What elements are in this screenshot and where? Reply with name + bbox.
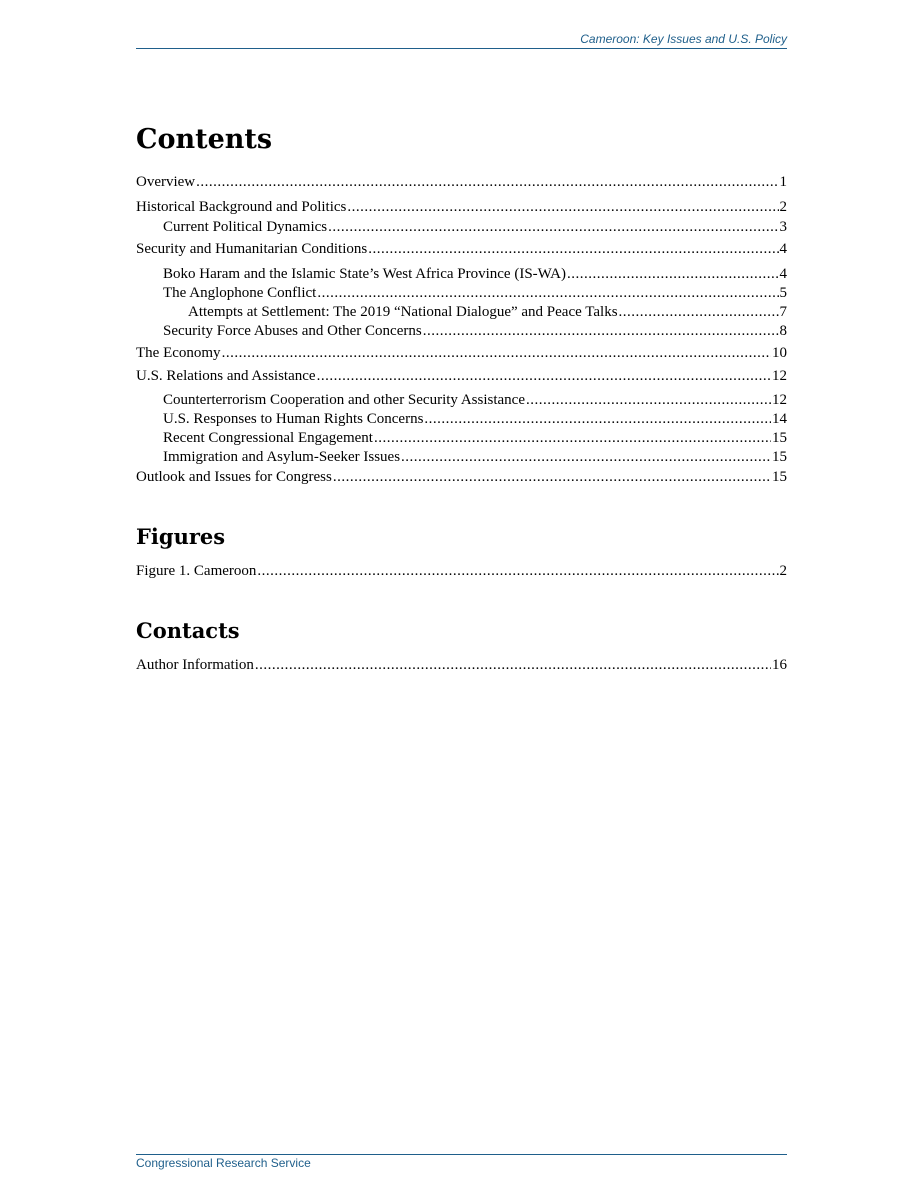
toc-entry-security-humanitarian[interactable] xyxy=(136,240,787,258)
toc-entry-page: 15 xyxy=(772,449,787,465)
toc-entry-page: 4 xyxy=(779,241,787,257)
toc-entry-text: U.S. Responses to Human Rights Concerns xyxy=(163,411,424,427)
toc-entry-the-economy[interactable] xyxy=(136,344,787,362)
toc-entry-page: 15 xyxy=(772,469,787,485)
toc-entry-text: The Anglophone Conflict xyxy=(163,285,317,301)
toc-entry-attempts-at-settlement[interactable] xyxy=(136,303,787,321)
toc-entry-overview[interactable] xyxy=(136,173,787,191)
dot-leader xyxy=(374,429,771,447)
toc-entry-page: 2 xyxy=(779,199,787,215)
toc-entry-text: U.S. Relations and Assistance xyxy=(136,368,316,384)
running-footer xyxy=(136,1154,787,1170)
toc-entry-text: Author Information xyxy=(136,657,254,673)
toc-entry-page: 12 xyxy=(772,368,787,384)
dot-leader xyxy=(255,656,771,674)
toc-entry-page: 4 xyxy=(779,266,787,282)
toc-entry-author-information[interactable] xyxy=(136,656,787,674)
dot-leader xyxy=(424,410,771,428)
toc-entry-boko-haram[interactable] xyxy=(136,265,787,283)
toc-entry-page: 12 xyxy=(772,392,787,408)
footer-text: Congressional Research Service xyxy=(136,1156,311,1170)
dot-leader xyxy=(328,218,778,236)
toc-entry-page: 1 xyxy=(779,174,787,190)
contacts-heading: Contacts xyxy=(136,618,240,643)
contents-heading: Contents xyxy=(136,124,273,155)
dot-leader xyxy=(401,448,771,466)
toc-entry-text: Attempts at Settlement: The 2019 “National Dialogue” and Peace Talks xyxy=(188,304,618,320)
toc-entry-human-rights-responses[interactable] xyxy=(136,410,787,428)
dot-leader xyxy=(317,284,778,302)
running-header xyxy=(136,32,787,49)
dot-leader xyxy=(317,367,771,385)
toc-entry-historical-background[interactable] xyxy=(136,198,787,216)
dot-leader xyxy=(526,391,771,409)
dot-leader xyxy=(257,562,778,580)
dot-leader xyxy=(222,344,771,362)
toc-entry-text: Historical Background and Politics xyxy=(136,199,347,215)
toc-entry-current-political-dynamics[interactable] xyxy=(136,218,787,236)
header-title: Cameroon: Key Issues and U.S. Policy xyxy=(580,32,787,46)
toc-entry-text: Boko Haram and the Islamic State’s West Africa Province (IS-WA) xyxy=(163,266,566,282)
figures-heading: Figures xyxy=(136,524,226,549)
toc-entry-anglophone-conflict[interactable] xyxy=(136,284,787,302)
toc-entry-page: 5 xyxy=(779,285,787,301)
toc-entry-text: Security Force Abuses and Other Concerns xyxy=(163,323,422,339)
toc-entry-text: Figure 1. Cameroon xyxy=(136,563,257,579)
dot-leader xyxy=(333,468,771,486)
toc-entry-page: 7 xyxy=(779,304,787,320)
toc-entry-text: Immigration and Asylum-Seeker Issues xyxy=(163,449,401,465)
toc-entry-text: Recent Congressional Engagement xyxy=(163,430,373,446)
dot-leader xyxy=(619,303,779,321)
toc-entry-immigration-asylum[interactable] xyxy=(136,448,787,466)
toc-entry-text: The Economy xyxy=(136,345,221,361)
dot-leader xyxy=(347,198,778,216)
dot-leader xyxy=(196,173,778,191)
toc-entry-text: Counterterrorism Cooperation and other Security Assistance xyxy=(163,392,525,408)
toc-entry-figure-1[interactable] xyxy=(136,562,787,580)
toc-entry-page: 8 xyxy=(779,323,787,339)
dot-leader xyxy=(567,265,779,283)
toc-entry-page: 16 xyxy=(772,657,787,673)
toc-entry-text: Outlook and Issues for Congress xyxy=(136,469,332,485)
toc-entry-text: Security and Humanitarian Conditions xyxy=(136,241,368,257)
toc-entry-page: 3 xyxy=(779,219,787,235)
toc-entry-text: Overview xyxy=(136,174,196,190)
toc-entry-outlook[interactable] xyxy=(136,468,787,486)
toc-entry-page: 15 xyxy=(772,430,787,446)
toc-entry-counterterrorism[interactable] xyxy=(136,391,787,409)
toc-entry-page: 2 xyxy=(779,563,787,579)
toc-entry-page: 14 xyxy=(772,411,787,427)
toc-entry-text: Current Political Dynamics xyxy=(163,219,328,235)
toc-entry-page: 10 xyxy=(772,345,787,361)
dot-leader xyxy=(423,322,779,340)
toc-entry-congressional-engagement[interactable] xyxy=(136,429,787,447)
toc-entry-security-force-abuses[interactable] xyxy=(136,322,787,340)
dot-leader xyxy=(368,240,778,258)
toc-entry-us-relations[interactable] xyxy=(136,367,787,385)
